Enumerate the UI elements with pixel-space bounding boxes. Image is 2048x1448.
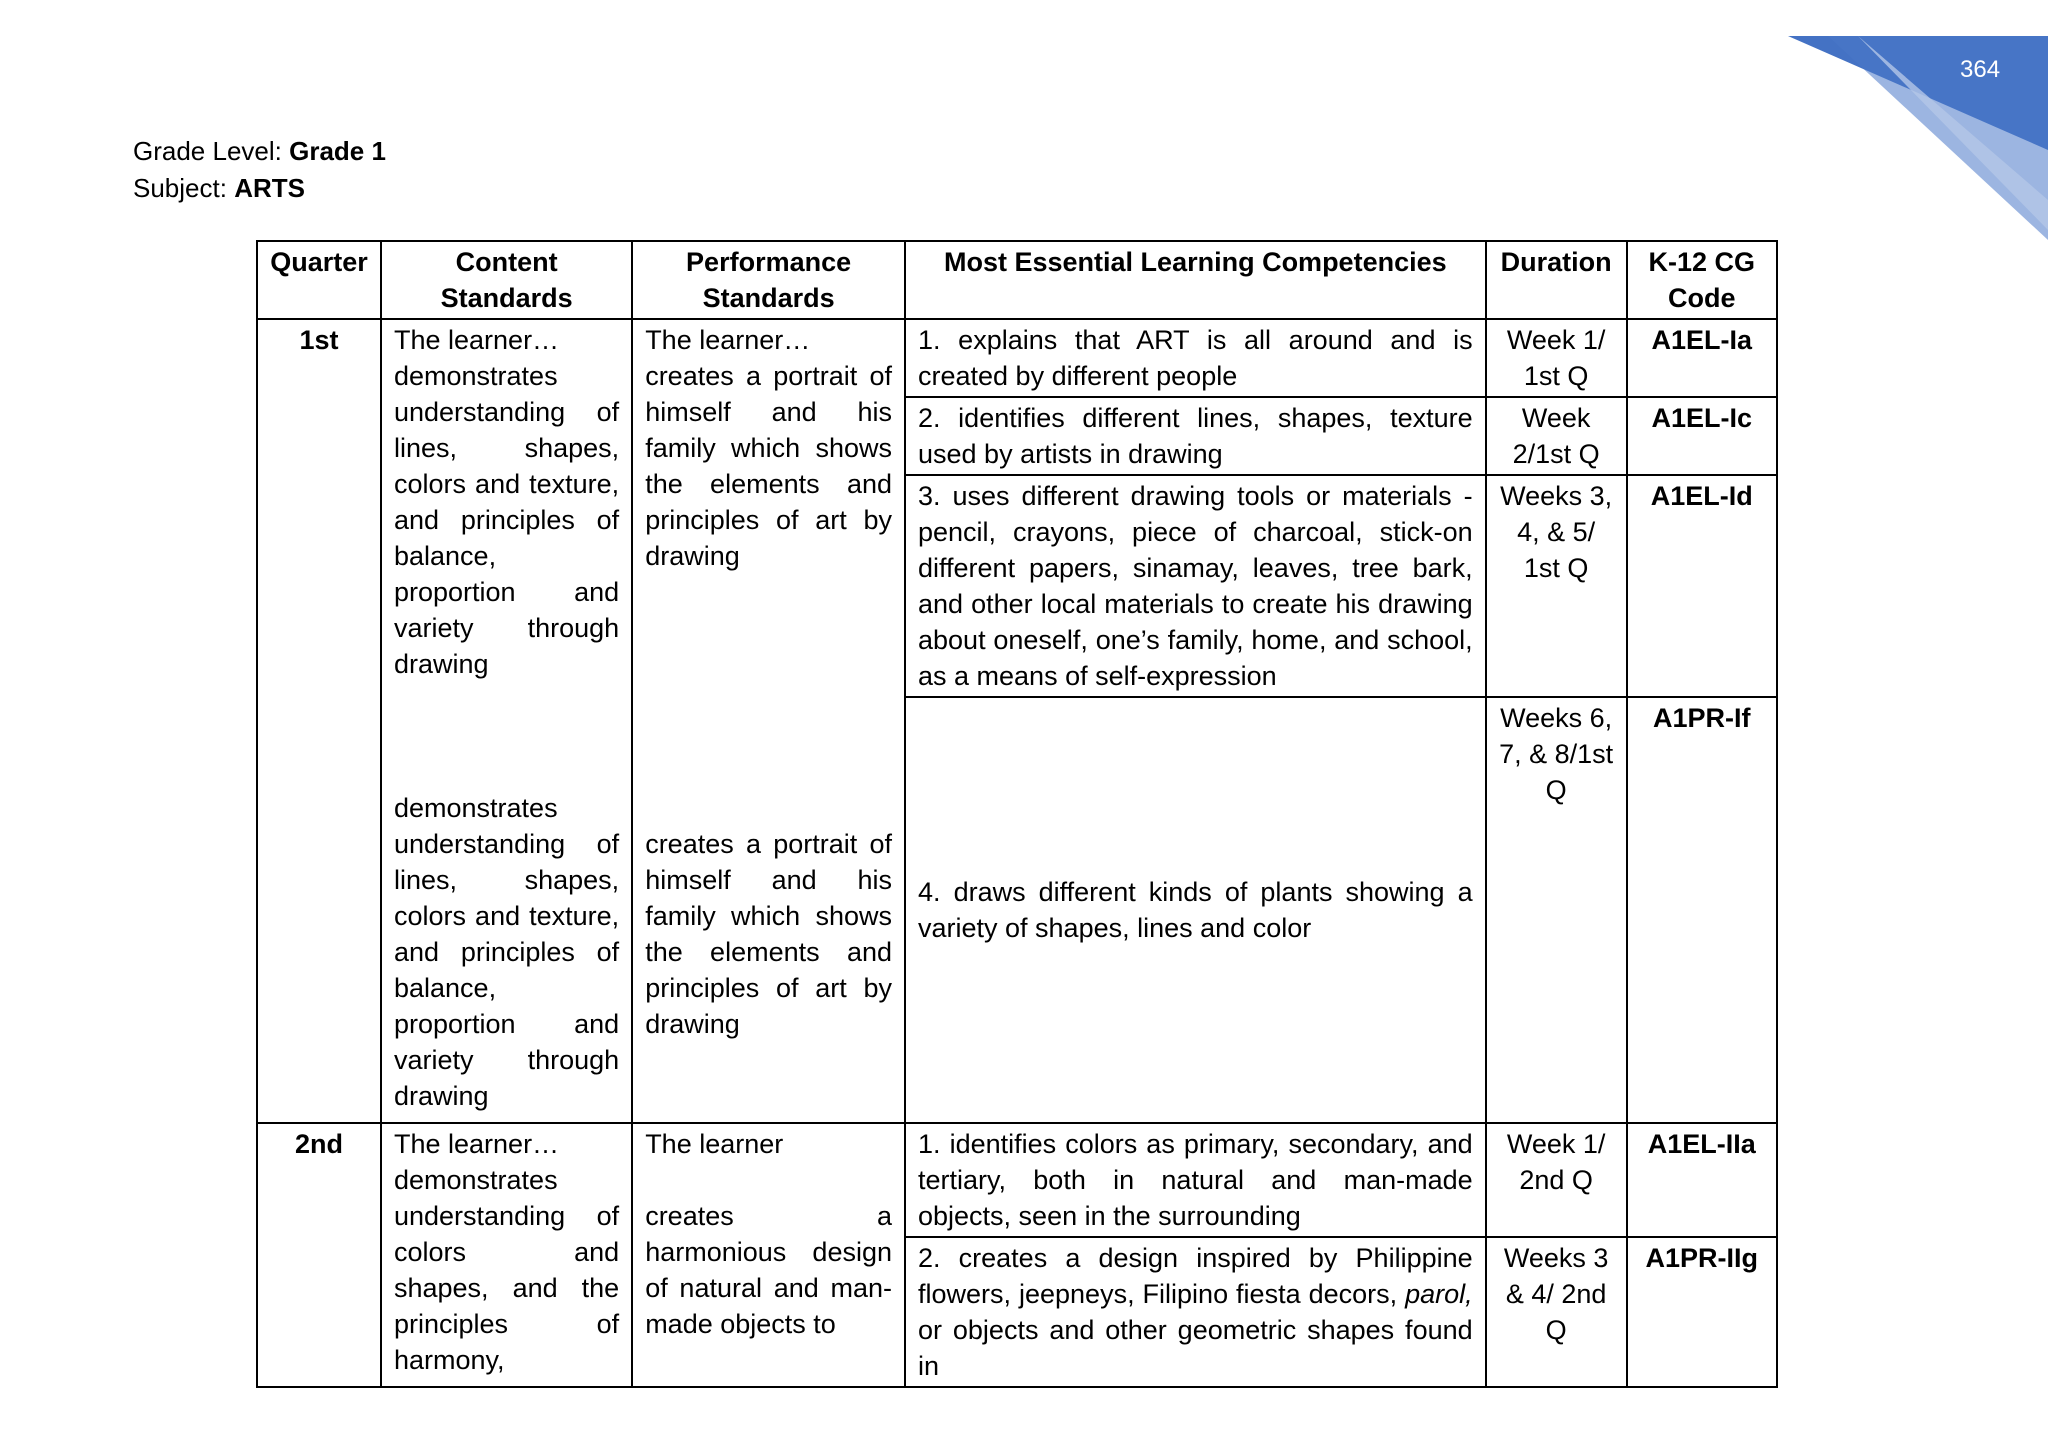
melc-text: or objects and other geometric shapes found in — [918, 1315, 1473, 1381]
grade-level-line — [133, 133, 386, 170]
performance-standards-text: The learner — [645, 1129, 784, 1159]
melc-cell: 2. identifies different lines, shapes, texture used by artists in drawing — [905, 397, 1486, 475]
quarter-cell: 1st — [257, 319, 381, 1123]
melc-emphasis: parol, — [1405, 1279, 1473, 1309]
content-standards-text: demonstrates understanding of lines, shapes, colors and texture, and principles of balance, proportion and variety through drawing — [393, 793, 620, 1111]
duration-cell: Week 2/1st Q — [1486, 397, 1627, 475]
code-cell: A1PR-IIg — [1627, 1237, 1777, 1387]
header-code: K-12 CG Code — [1627, 241, 1777, 319]
header-duration: Duration — [1486, 241, 1627, 319]
code-cell: A1EL-Id — [1627, 475, 1777, 697]
duration-cell: Weeks 6, 7, & 8/1st Q — [1486, 697, 1627, 1123]
melc-cell: 1. explains that ART is all around and is created by different people — [905, 319, 1486, 397]
code-cell: A1EL-Ia — [1627, 319, 1777, 397]
table-row — [257, 319, 1777, 397]
content-standards-cell — [381, 319, 632, 1123]
document-header — [133, 133, 386, 207]
performance-standards-text: The learner… creates a portrait of himself and his family which shows the elements and principles of art by drawing — [645, 325, 892, 571]
code-cell: A1EL-Ic — [1627, 397, 1777, 475]
melc-cell: 4. draws different kinds of plants showing a variety of shapes, lines and color — [905, 697, 1486, 1123]
header-content-standards: Content Standards — [381, 241, 632, 319]
code-cell: A1PR-If — [1627, 697, 1777, 1123]
subject-value: ARTS — [234, 173, 305, 203]
content-standards-text: The learner… demonstrates understanding of lines, shapes, colors and texture, and principles of balance, proportion and variety through drawing — [393, 325, 620, 679]
performance-standards-text: creates a portrait of himself and his family which shows the elements and principles of art by drawing — [645, 829, 892, 1039]
melc-text: 2. creates a design inspired by Philippine flowers, jeepneys, Filipino fiesta decors, — [918, 1243, 1473, 1309]
header-quarter: Quarter — [257, 241, 381, 319]
code-cell: A1EL-IIa — [1627, 1123, 1777, 1237]
content-standards-cell: The learner… demonstrates understanding of colors and shapes, and the principles of harmony, — [381, 1123, 632, 1387]
quarter-cell: 2nd — [257, 1123, 381, 1387]
corner-decoration — [1708, 0, 2048, 240]
page-number: 364 — [1960, 56, 2001, 83]
duration-cell: Week 1/ 2nd Q — [1486, 1123, 1627, 1237]
table-header-row — [257, 241, 1777, 319]
grade-level-label: Grade Level: — [133, 136, 282, 166]
subject-line — [133, 170, 386, 207]
table-row — [257, 1123, 1777, 1237]
grade-level-value: Grade 1 — [289, 136, 386, 166]
melc-cell: 1. identifies colors as primary, secondary, and tertiary, both in natural and man-made objects, seen in the surrounding — [905, 1123, 1486, 1237]
performance-standards-cell — [632, 319, 905, 1123]
melc-cell — [905, 1237, 1486, 1387]
performance-standards-cell — [632, 1123, 905, 1387]
performance-standards-text: creates a harmonious design of natural and man-made objects to — [645, 1201, 892, 1339]
duration-cell: Weeks 3 & 4/ 2nd Q — [1486, 1237, 1627, 1387]
curriculum-table — [256, 240, 1778, 1388]
duration-cell: Week 1/ 1st Q — [1486, 319, 1627, 397]
subject-label: Subject: — [133, 173, 227, 203]
header-melc: Most Essential Learning Competencies — [905, 241, 1486, 319]
melc-cell: 3. uses different drawing tools or materials - pencil, crayons, piece of charcoal, stick-on different papers, sinamay, leaves, tree bark, and other local materials to create his drawing about oneself, one’s family, home, and school, as a means of self-expression — [905, 475, 1486, 697]
duration-cell: Weeks 3, 4, & 5/ 1st Q — [1486, 475, 1627, 697]
header-performance-standards: Performance Standards — [632, 241, 905, 319]
